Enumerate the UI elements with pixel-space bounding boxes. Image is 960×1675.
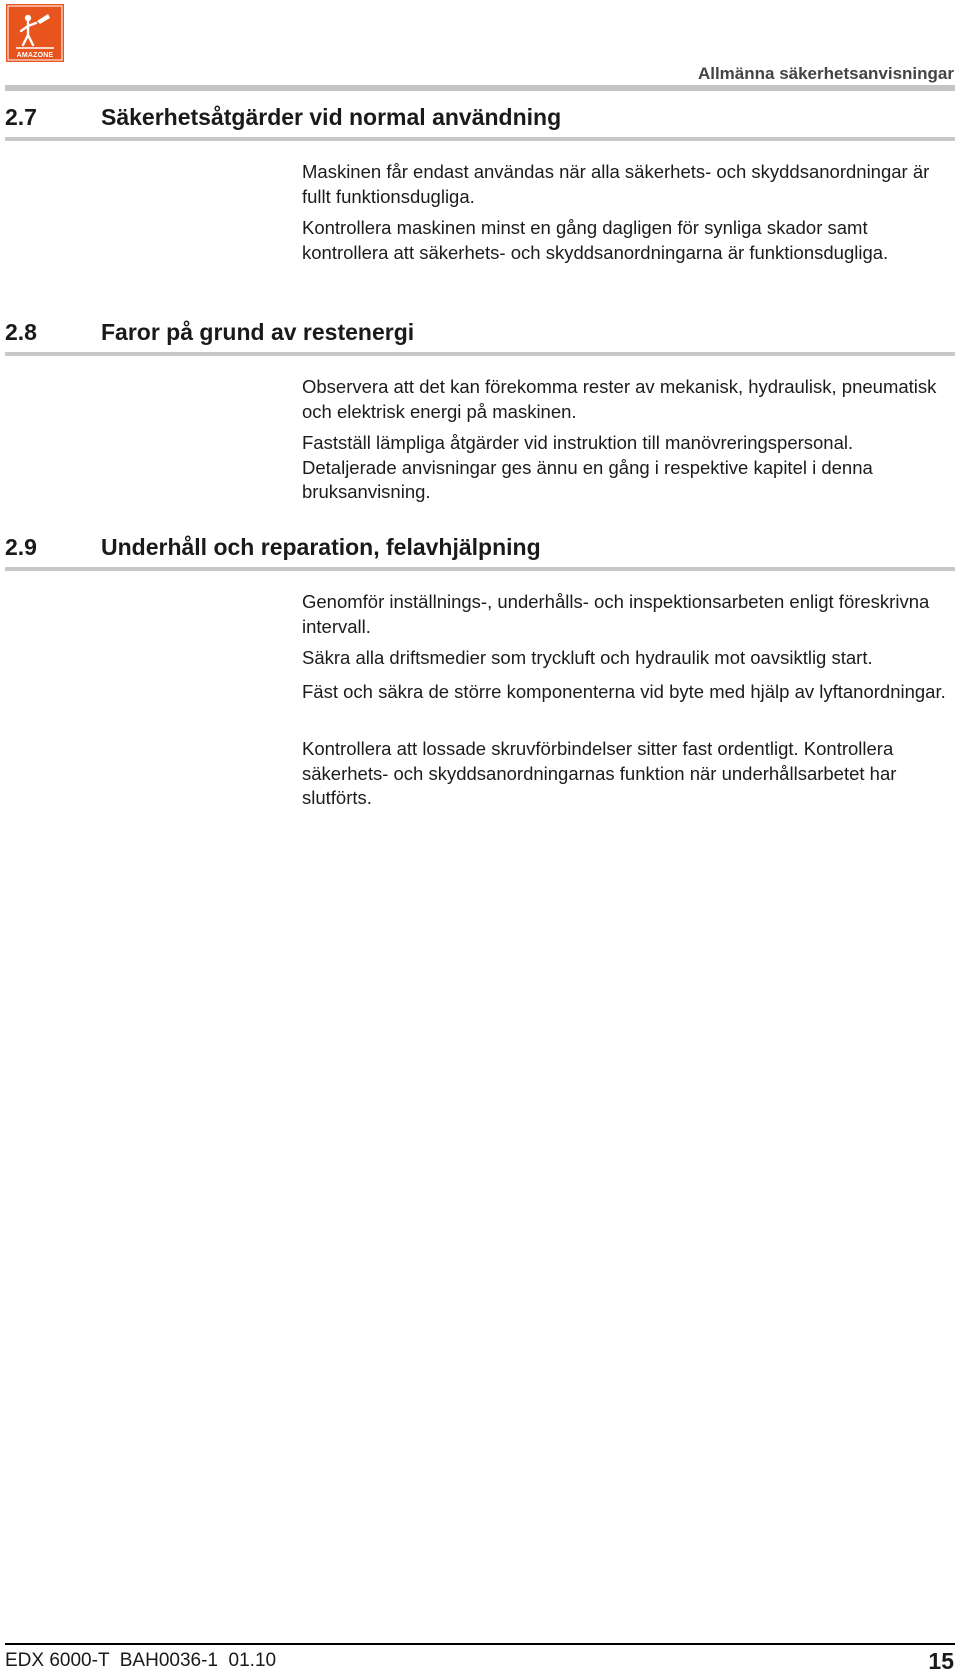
section-number: 2.9: [5, 534, 37, 560]
section-title: Underhåll och reparation, felavhjälpning: [101, 534, 541, 560]
footer-doc-id: EDX 6000-T BAH0036-1 01.10: [5, 1650, 277, 1671]
paragraph: Kontrollera maskinen minst en gång dagligen för synliga skador samt kontrollera att säkerhets- och skyddsanordningarna är funktionsdugliga.: [302, 217, 889, 263]
section-divider: [5, 352, 955, 356]
section-number: 2.7: [5, 104, 37, 130]
section-heading-2-7: [5, 104, 561, 131]
section-heading-2-8: [5, 319, 414, 346]
paragraph: Fäst och säkra de större komponenterna vid byte med hjälp av lyftanordningar.: [302, 681, 946, 702]
section-title: Faror på grund av restenergi: [101, 319, 415, 345]
section-divider: [5, 567, 955, 571]
paragraph: Fastställ lämpliga åtgärder vid instruktion till manövreringspersonal. Detaljerade anvisningar ges ännu en gång i respektive kapitel i denna bruksanvisning.: [302, 432, 873, 502]
paragraph: Observera att det kan förekomma rester av mekanisk, hydraulisk, pneumatisk och elektrisk energi på maskinen.: [302, 376, 937, 422]
footer-divider: [5, 1643, 955, 1645]
paragraph: Genomför inställnings-, underhålls- och inspektionsarbeten enligt föreskrivna intervall.: [302, 591, 930, 637]
amazone-logo: [6, 4, 64, 62]
section-divider: [5, 137, 955, 141]
paragraph: Maskinen får endast användas när alla säkerhets- och skyddsanordningar är fullt funktionsdugliga.: [302, 161, 930, 207]
page-number: 15: [928, 1648, 954, 1674]
paragraph: Kontrollera att lossade skruvförbindelser sitter fast ordentligt. Kontrollera säkerhets- och skyddsanordningarnas funktion när underhållsarbetet har slutförts.: [302, 738, 897, 808]
header-divider: [5, 85, 955, 91]
running-header-title: Allmänna säkerhetsanvisningar: [697, 64, 954, 83]
section-title: Säkerhetsåtgärder vid normal användning: [101, 104, 562, 130]
paragraph: Säkra alla driftsmedier som tryckluft och hydraulik mot oavsiktlig start.: [302, 647, 873, 668]
logo-text: AMAZONE: [16, 52, 54, 59]
section-heading-2-9: [5, 534, 541, 561]
section-number: 2.8: [5, 319, 37, 345]
